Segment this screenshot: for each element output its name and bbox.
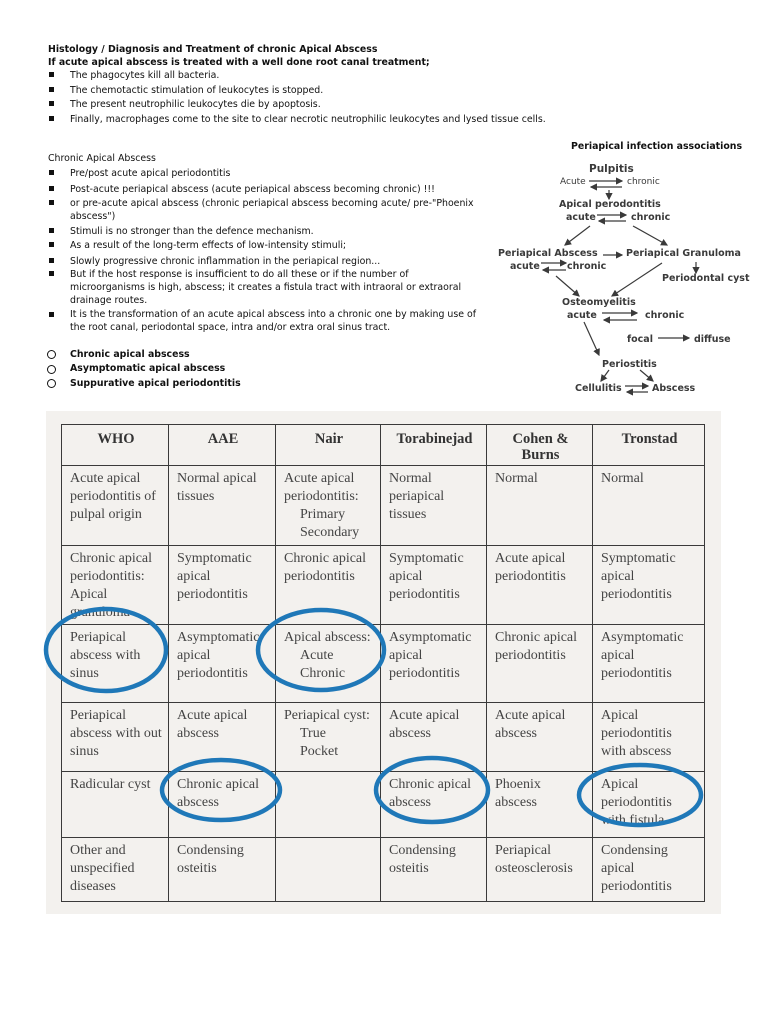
table-cell: Periapical abscess with out sinus: [62, 703, 169, 772]
table-row: [62, 625, 705, 703]
table-cell: Symptomatic apical periodontitis: [381, 546, 487, 625]
list-item: But if the host response is insufficient to do all these or if the number of microorganisms is high, abscess; it creates a fistula tract with intraoral or extraoral drainage routes.: [70, 269, 462, 306]
table-cell: Acute apical abscess: [487, 703, 593, 772]
list-item: The chemotactic stimulation of leukocytes is stopped.: [70, 85, 324, 96]
table-cell: Chronic apical periodontitis: [487, 625, 593, 703]
node-periodontal-cyst: Periodontal cyst: [662, 273, 750, 284]
table-cell: Phoenix abscess: [487, 772, 593, 838]
cell-subtext: Pocket: [300, 744, 339, 759]
col-header: WHO: [62, 425, 169, 466]
table-cell: Asymptomatic apical periodontitis: [381, 625, 487, 703]
cell-text: Apical abscess:: [284, 630, 371, 645]
node-abscess: Abscess: [652, 383, 696, 394]
node-periostitis: Periostitis: [602, 359, 657, 370]
table-cell: Asymptomatic apical periodontitis: [593, 625, 705, 703]
table-cell: Chronic apical periodontitis: [276, 546, 381, 625]
col-header: Torabinejad: [381, 425, 487, 466]
list-item: Stimuli is no stronger than the defence mechanism.: [70, 226, 314, 237]
cell-text: Periapical cyst:: [284, 708, 370, 723]
cell-subtext: Acute: [300, 648, 334, 663]
list-item: Suppurative apical periodontitis: [70, 378, 241, 389]
table-cell: Other and unspecified diseases: [62, 838, 169, 902]
table-row: [62, 546, 705, 625]
table-cell: Acute apical abscess: [381, 703, 487, 772]
node-apical-periodontitis: Apical perodontitis: [559, 199, 661, 210]
table-cell: [276, 772, 381, 838]
table-row: [62, 838, 705, 902]
table-cell: Acute apical abscess: [169, 703, 276, 772]
table-cell: Normal: [593, 466, 705, 546]
table-row: [62, 772, 705, 838]
table-cell: Periapical osteosclerosis: [487, 838, 593, 902]
list-item: or pre-acute apical abscess (chronic periapical abscess becoming acute/ pre-"Phoenix abscess"): [70, 198, 474, 222]
table-cell: Condensing osteitis: [381, 838, 487, 902]
node-diffuse: diffuse: [694, 334, 731, 345]
node-chronic: chronic: [645, 310, 685, 321]
col-header: AAE: [169, 425, 276, 466]
list-item: Post-acute periapical abscess (acute periapical abscess becoming chronic) !!!: [70, 184, 435, 195]
node-acute: acute: [510, 261, 540, 272]
node-focal: focal: [627, 334, 653, 345]
list-item: It is the transformation of an acute apical abscess into a chronic one by making use of the root canal, periodontal space, intra and/or extra oral sinus tract.: [70, 309, 477, 333]
table-cell: Periapical abscess with sinus: [62, 625, 169, 703]
list-item: The present neutrophilic leukocytes die by apoptosis.: [70, 99, 321, 110]
list-item: The phagocytes kill all bacteria.: [70, 70, 220, 81]
table-cell: [276, 703, 381, 772]
cell-subtext: Secondary: [300, 525, 360, 540]
doc-title: Histology / Diagnosis and Treatment of chronic Apical Abscess: [48, 44, 378, 55]
list-item: Slowly progressive chronic inflammation in the periapical region...: [70, 256, 381, 267]
table-cell: Normal: [487, 466, 593, 546]
list-item: Asymptomatic apical abscess: [70, 363, 226, 374]
node-acute: Acute: [560, 177, 586, 187]
periapical-diagram: [0, 0, 768, 400]
table-cell: Condensing apical periodontitis: [593, 838, 705, 902]
col-header: Nair: [276, 425, 381, 466]
node-chronic: chronic: [631, 212, 671, 223]
node-osteomyelitis: Osteomyelitis: [562, 297, 636, 308]
table-cell: Condensing osteitis: [169, 838, 276, 902]
section-title: Chronic Apical Abscess: [48, 153, 156, 164]
table-cell: Acute apical periodontitis: [487, 546, 593, 625]
table-cell: Symptomatic apical periodontitis: [593, 546, 705, 625]
node-pulpitis: Pulpitis: [589, 163, 634, 175]
table-header-row: [62, 425, 705, 466]
cell-subtext: True: [300, 726, 326, 741]
node-chronic: chronic: [567, 261, 607, 272]
table-cell: Normal periapical tissues: [381, 466, 487, 546]
node-chronic: chronic: [627, 177, 660, 187]
col-header: Cohen & Burns: [487, 425, 593, 466]
table-cell: Acute apical periodontitis of pulpal origin: [62, 466, 169, 546]
list-item: Finally, macrophages come to the site to clear necrotic neutrophilic leukocytes and lysed tissue cells.: [70, 114, 546, 125]
table-cell: Chronic apical periodontitis: Apical granuloma: [62, 546, 169, 625]
table-cell: Normal apical tissues: [169, 466, 276, 546]
table-cell: Radicular cyst: [62, 772, 169, 838]
node-periapical-granuloma: Periapical Granuloma: [626, 248, 741, 259]
table-cell: [276, 466, 381, 546]
table-cell: Chronic apical abscess: [169, 772, 276, 838]
table-cell: Chronic apical abscess: [381, 772, 487, 838]
node-periapical-abscess: Periapical Abscess: [498, 248, 598, 259]
table-row: [62, 703, 705, 772]
table-cell: [276, 625, 381, 703]
diagram-title: Periapical infection associations: [571, 141, 743, 152]
table-cell: Asymptomatic apical periodontitis: [169, 625, 276, 703]
doc-subtitle: If acute apical abscess is treated with a well done root canal treatment;: [48, 57, 430, 68]
classification-table: [61, 424, 705, 902]
list-item: Chronic apical abscess: [70, 349, 190, 360]
table-cell: Apical periodontitis with abscess: [593, 703, 705, 772]
list-item: As a result of the long-term effects of low-intensity stimuli;: [70, 240, 347, 251]
node-acute: acute: [566, 212, 596, 223]
list-item: Pre/post acute apical periodontitis: [70, 168, 231, 179]
cell-subtext: Chronic: [300, 666, 346, 681]
cell-text: Acute apical periodontitis:: [284, 471, 359, 504]
table-cell: Apical periodontitis with fistula: [593, 772, 705, 838]
table-cell: Symptomatic apical periodontitis: [169, 546, 276, 625]
col-header: Tronstad: [593, 425, 705, 466]
table-cell: [276, 838, 381, 902]
node-acute: acute: [567, 310, 597, 321]
table-row: [62, 466, 705, 546]
cell-subtext: Primary: [300, 507, 346, 522]
node-cellulitis: Cellulitis: [575, 383, 622, 394]
